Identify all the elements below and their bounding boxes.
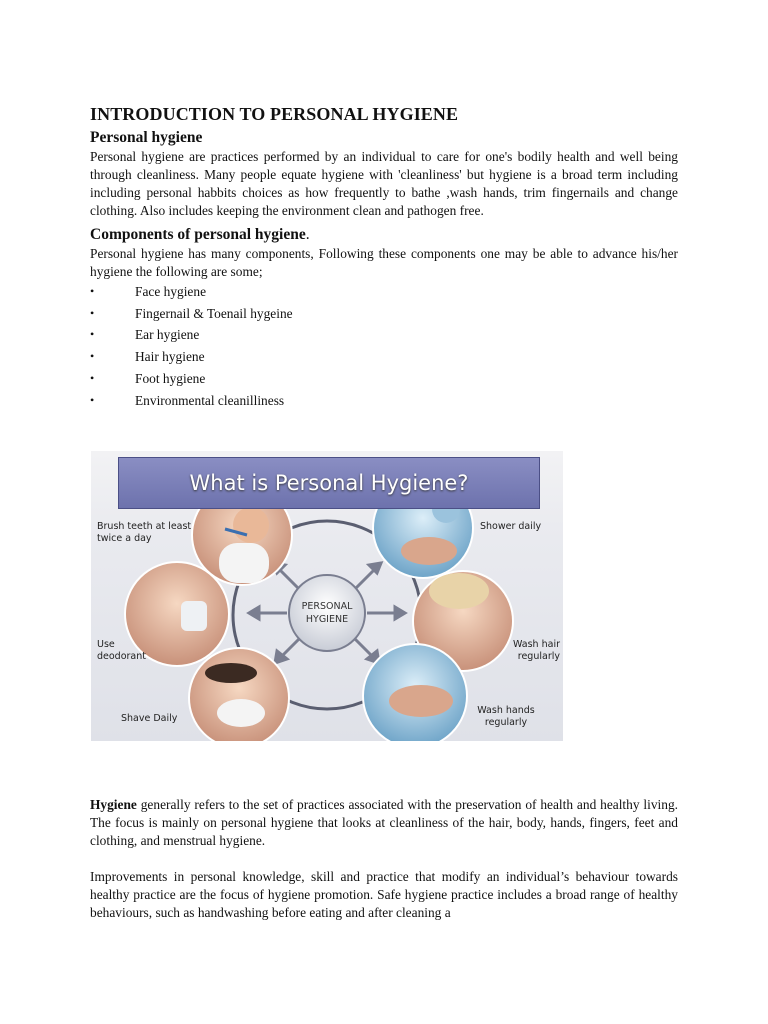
hygiene-paragraph-1 bbox=[90, 796, 678, 850]
center-label-line2: HYGIENE bbox=[305, 614, 349, 625]
components-list bbox=[90, 281, 678, 411]
center-hub bbox=[289, 575, 365, 651]
label-wash-hair: Wash hair regularly bbox=[513, 639, 560, 662]
components-heading-period: . bbox=[305, 226, 310, 243]
photo-shave bbox=[189, 648, 289, 741]
infographic-title: What is Personal Hygiene? bbox=[189, 471, 469, 495]
label-brush-teeth: Brush teeth at least twice a day bbox=[97, 521, 192, 544]
hygiene-paragraph-2: Improvements in personal knowledge, skill and practice that modify an individual’s behaviour towards healthy practice are the focus of hygiene promotion. Safe hygiene practice includes a broad range of healthy behaviours, such as handwashing before eating and after cleaning a bbox=[90, 869, 678, 920]
list-item: • Foot hygiene bbox=[90, 368, 678, 390]
hygiene-lead-word: Hygiene bbox=[90, 797, 137, 812]
section-body-personal-hygiene: Personal hygiene are practices performed by an individual to care for one's bodily health and well being through cleanliness. Many people equate hygiene with 'cleanliness' but hygiene is a broad term including including personal habbits choices as how frequently to bathe ,wash hands, trim fingernails and change clothing. Also includes keeping the environment clean and pathogen free. bbox=[90, 149, 678, 218]
list-item: • Environmental cleanilliness bbox=[90, 390, 678, 412]
section-body-components: Personal hygiene has many components, Following these components one may be able to advance his/her hygiene the following are some; bbox=[90, 246, 678, 279]
list-item: • Ear hygiene bbox=[90, 324, 678, 346]
section-heading-components bbox=[90, 226, 678, 244]
infographic-title-banner bbox=[118, 457, 540, 509]
photo-wash-hands bbox=[363, 644, 467, 741]
list-item: • Fingernail & Toenail hygeine bbox=[90, 303, 678, 325]
section-components bbox=[90, 226, 678, 411]
list-item: • Face hygiene bbox=[90, 281, 678, 303]
section-hygiene-definition bbox=[90, 796, 678, 922]
list-item: • Hair hygiene bbox=[90, 346, 678, 368]
label-shave: Shave Daily bbox=[121, 713, 178, 724]
personal-hygiene-infographic bbox=[91, 451, 563, 741]
hygiene-paragraph-1-text: generally refers to the set of practices associated with the preservation of health and healthy living. The focus is mainly on personal hygiene that looks at cleanliness of the hair, body, hands, fingers, feet and clothing, and menstrual hygiene. bbox=[90, 797, 678, 848]
label-deodorant: Use deodorant bbox=[97, 639, 147, 662]
center-label-line1: PERSONAL bbox=[301, 601, 353, 612]
label-shower: Shower daily bbox=[480, 521, 542, 532]
page-title: INTRODUCTION TO PERSONAL HYGIENE bbox=[90, 104, 459, 124]
section-heading-personal-hygiene: Personal hygiene bbox=[90, 129, 203, 146]
document-page bbox=[90, 104, 678, 411]
components-heading-text: Components of personal hygiene bbox=[90, 226, 306, 243]
label-wash-hands: Wash hands regularly bbox=[477, 705, 535, 728]
